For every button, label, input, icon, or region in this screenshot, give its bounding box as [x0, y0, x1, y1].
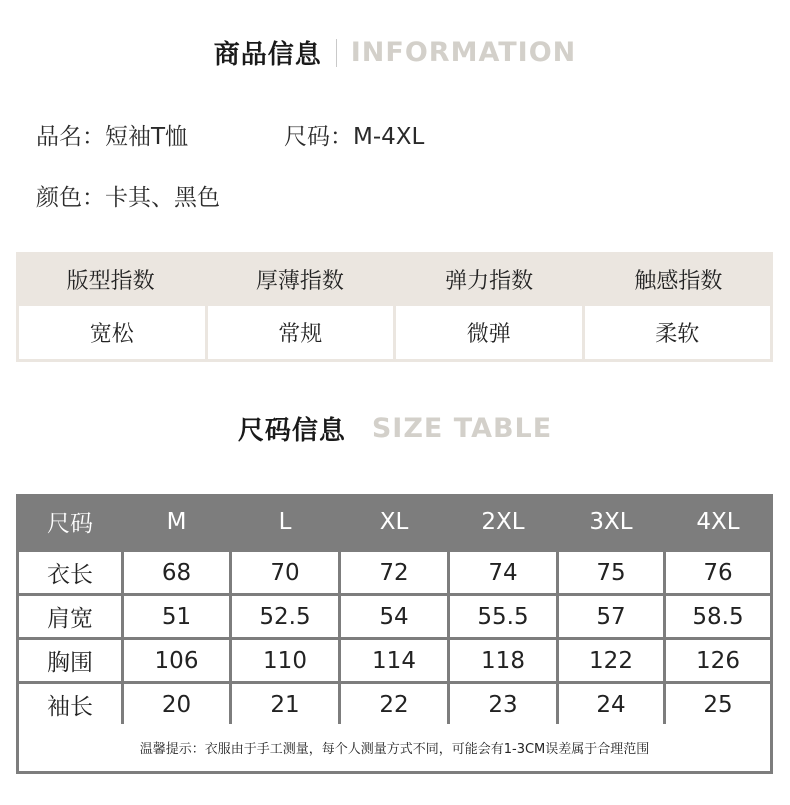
table-cell: 75 [559, 552, 663, 593]
table-row [16, 684, 773, 725]
table-cell: 110 [232, 640, 338, 681]
attribute-value-elasticity: 微弹 [396, 306, 582, 359]
table-cell: 54 [341, 596, 447, 637]
attribute-header-thickness: 厚薄指数 [255, 268, 344, 294]
product-info-title [0, 34, 790, 71]
table-cell: 57 [559, 596, 663, 637]
product-info-title-cn: 商品信息 [213, 40, 322, 70]
table-cell: 114 [341, 640, 447, 681]
table-cell: 51 [124, 596, 229, 637]
attribute-value-fit: 宽松 [19, 306, 205, 359]
size-header-cell: 4XL [696, 508, 740, 535]
table-cell: 24 [559, 684, 663, 725]
table-cell: 20 [124, 684, 229, 725]
row-label-cell: 肩宽 [19, 596, 121, 637]
table-cell: 72 [341, 552, 447, 593]
table-cell: 21 [232, 684, 338, 725]
size-header-cell: XL [379, 508, 409, 535]
table-row [16, 640, 773, 681]
table-cell: 23 [450, 684, 556, 725]
table-row [16, 596, 773, 637]
size-info-title-cn: 尺码信息 [237, 416, 346, 446]
size-header-cell: 2XL [481, 508, 525, 535]
table-cell: 74 [450, 552, 556, 593]
attribute-header-row [16, 252, 773, 306]
table-cell: 68 [124, 552, 229, 593]
table-cell: 52.5 [232, 596, 338, 637]
attribute-value-thickness: 常规 [208, 306, 394, 359]
size-table [16, 494, 773, 774]
attribute-header-fit: 版型指数 [66, 268, 155, 294]
size-header-cell: M [166, 508, 187, 535]
title-divider [336, 39, 337, 67]
size-table-header-row [16, 494, 773, 549]
attribute-header-elasticity: 弹力指数 [445, 268, 534, 294]
attribute-header-feel: 触感指数 [634, 268, 723, 294]
product-color-line: 颜色：卡其、黑色 [36, 185, 220, 211]
table-cell: 118 [450, 640, 556, 681]
size-header-cell: 3XL [589, 508, 633, 535]
size-table-grid [16, 494, 773, 725]
size-header-cell: L [278, 508, 292, 535]
table-cell: 126 [666, 640, 770, 681]
table-cell: 122 [559, 640, 663, 681]
row-label-cell: 衣长 [19, 552, 121, 593]
size-info-title-en: SIZE TABLE [371, 413, 553, 444]
product-info-title-en: INFORMATION [350, 37, 577, 68]
table-cell: 22 [341, 684, 447, 725]
table-cell: 25 [666, 684, 770, 725]
table-cell: 58.5 [666, 596, 770, 637]
size-header-cell: 尺码 [47, 511, 93, 537]
table-row [16, 552, 773, 593]
table-cell: 70 [232, 552, 338, 593]
product-size-line: 尺码：M-4XL [284, 124, 425, 150]
row-label-cell: 袖长 [19, 684, 121, 725]
attribute-value-feel: 柔软 [585, 306, 771, 359]
table-cell: 76 [666, 552, 770, 593]
row-label-cell: 胸围 [19, 640, 121, 681]
attribute-table [16, 252, 773, 362]
table-cell: 55.5 [450, 596, 556, 637]
measurement-note: 温馨提示：衣服由于手工测量，每个人测量方式不同，可能会有1-3CM误差属于合理范围 [19, 724, 770, 771]
table-cell: 106 [124, 640, 229, 681]
size-info-title [0, 410, 790, 447]
product-name-line: 品名：短袖T恤 [36, 124, 189, 150]
attribute-value-row [19, 306, 770, 359]
